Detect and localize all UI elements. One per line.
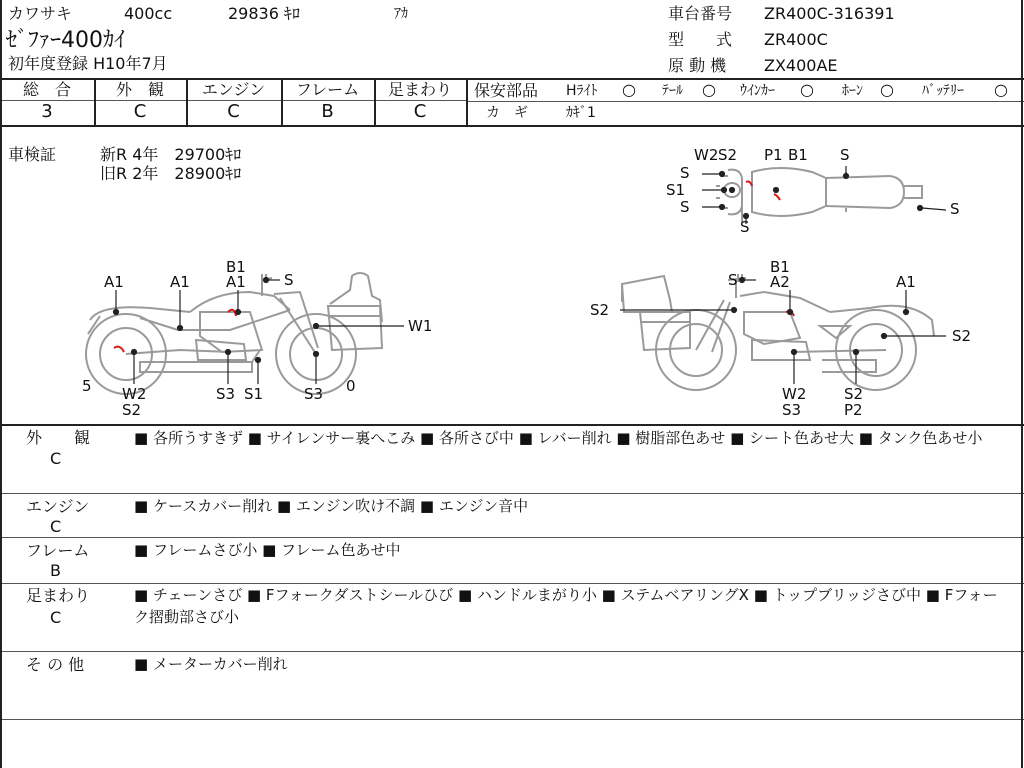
remark-label-frame: フレーム — [26, 541, 90, 560]
label-right: A1 — [896, 273, 916, 291]
frame-no-label: 車台番号 — [668, 4, 733, 23]
remark-grade-exterior: C — [50, 449, 62, 468]
label-left: A1 — [170, 273, 190, 291]
label-top: S — [740, 218, 750, 236]
label-left: S3 — [304, 385, 324, 403]
label-top: S1 — [666, 181, 686, 199]
label-top: S — [680, 198, 690, 216]
frame-border — [0, 0, 2, 768]
label-top: P1 — [764, 146, 783, 164]
engine-label: 原 動 機 — [668, 56, 727, 75]
type-value: ZR400C — [764, 30, 828, 49]
remark-grade-engine: C — [50, 517, 62, 536]
displacement: 400cc — [124, 4, 173, 23]
label-left: B1 — [226, 258, 246, 276]
safety-label: 保安部品 — [474, 81, 539, 100]
score-header-exterior: 外 観 — [115, 80, 164, 99]
label-top: B1 — [788, 146, 808, 164]
label-left: S — [284, 271, 294, 289]
label-left: A1 — [104, 273, 124, 291]
check-circle-icon: ○ — [880, 80, 894, 99]
remark-text-exterior: ■ 各所うすきず ■ サイレンサー裏へこみ ■ 各所さび中 ■ レバー削れ ■ 樹脂部色あせ ■ シート色あせ大 ■ タンク色あせ小 — [134, 429, 983, 447]
right-side-view-outline — [622, 274, 934, 390]
inspection-new: 新R 4年 29700ｷﾛ — [100, 145, 242, 164]
score-header-frame: フレーム — [295, 80, 360, 99]
remark-text-frame: ■ フレームさび小 ■ フレーム色あせ中 — [134, 541, 401, 559]
label-right: A2 — [770, 273, 790, 291]
label-left: S2 — [122, 401, 142, 419]
label-top: S2 — [718, 146, 738, 164]
label-left: 5 — [82, 377, 92, 395]
safety-item-headlight: Hﾗｲﾄ — [566, 83, 598, 99]
safety-item-horn: ﾎｰﾝ — [842, 83, 863, 99]
engine-value: ZX400AE — [764, 56, 838, 75]
safety-item-battery: ﾊﾞｯﾃﾘｰ — [922, 83, 964, 99]
divider — [0, 424, 1024, 426]
body-color: ｱｶ — [394, 6, 408, 22]
score-header-total: 総 合 — [22, 80, 71, 99]
score-exterior: C — [133, 101, 147, 122]
remark-text-suspension: ■ チェーンさび ■ Fフォークダストシールひび ■ ハンドルまがり小 ■ ステムベアリングX ■ トップブリッジさび中 ■ Fフォーク摺動部さび小 — [134, 586, 998, 626]
label-left: S1 — [244, 385, 264, 403]
divider — [0, 537, 1024, 538]
check-circle-icon: ○ — [800, 80, 814, 99]
score-suspension: C — [413, 101, 427, 122]
label-right: P2 — [844, 401, 863, 419]
check-circle-icon: ○ — [702, 80, 716, 99]
type-label: 型 式 — [668, 30, 733, 49]
label-left: S3 — [216, 385, 236, 403]
remark-text-engine: ■ ケースカバー削れ ■ エンジン吹け不調 ■ エンジン音中 — [134, 497, 529, 515]
remark-grade-frame: B — [50, 561, 61, 580]
label-right: S2 — [590, 301, 610, 319]
score-engine: C — [227, 101, 240, 122]
safety-item-winker: ｳｲﾝｶｰ — [740, 83, 775, 99]
key-value: ｶｷﾞ1 — [566, 105, 596, 121]
left-side-view-outline — [86, 273, 382, 394]
frame-border — [1021, 0, 1023, 768]
remark-text-other: ■ メーターカバー削れ — [134, 655, 288, 673]
remark-grade-suspension: C — [50, 608, 62, 627]
label-top: S — [950, 200, 960, 218]
label-left: A1 — [226, 273, 246, 291]
divider — [0, 651, 1024, 652]
score-header-suspension: 足まわり — [387, 80, 452, 99]
label-left: W1 — [408, 317, 433, 335]
score-frame: B — [321, 101, 334, 122]
first-registration: 初年度登録 H10年7月 — [8, 54, 168, 73]
inspection-label: 車検証 — [8, 145, 57, 164]
inspection-old: 旧R 2年 28900ｷﾛ — [100, 164, 242, 183]
label-right: S — [728, 271, 738, 289]
label-right: S3 — [782, 401, 802, 419]
remark-label-other: そ の 他 — [26, 655, 85, 674]
label-left: 0 — [346, 377, 356, 395]
safety-item-tail: ﾃｰﾙ — [662, 83, 683, 99]
label-top: W2 — [694, 146, 719, 164]
mileage: 29836 ｷﾛ — [228, 4, 300, 23]
label-top: S — [840, 146, 850, 164]
remark-label-suspension: 足まわり — [26, 586, 91, 605]
label-right: W2 — [782, 385, 807, 403]
score-total: 3 — [41, 101, 53, 122]
label-left: W2 — [122, 385, 147, 403]
damage-marks — [114, 182, 794, 353]
label-right: B1 — [770, 258, 790, 276]
key-label: カ ギ — [486, 105, 528, 121]
maker: カワサキ — [8, 4, 73, 23]
model-name: ｾﾞﾌｧｰ400ｶｲ — [6, 28, 125, 53]
check-circle-icon: ○ — [994, 80, 1008, 99]
divider — [0, 493, 1024, 494]
score-header-engine: エンジン — [201, 80, 266, 99]
label-right: S2 — [844, 385, 864, 403]
label-right: S2 — [952, 327, 972, 345]
remark-label-exterior: 外 観 — [26, 428, 91, 447]
check-circle-icon: ○ — [622, 80, 636, 99]
label-top: S — [680, 164, 690, 182]
frame-no: ZR400C-316391 — [764, 4, 895, 23]
divider — [0, 719, 1024, 720]
remark-label-engine: エンジン — [26, 497, 90, 516]
